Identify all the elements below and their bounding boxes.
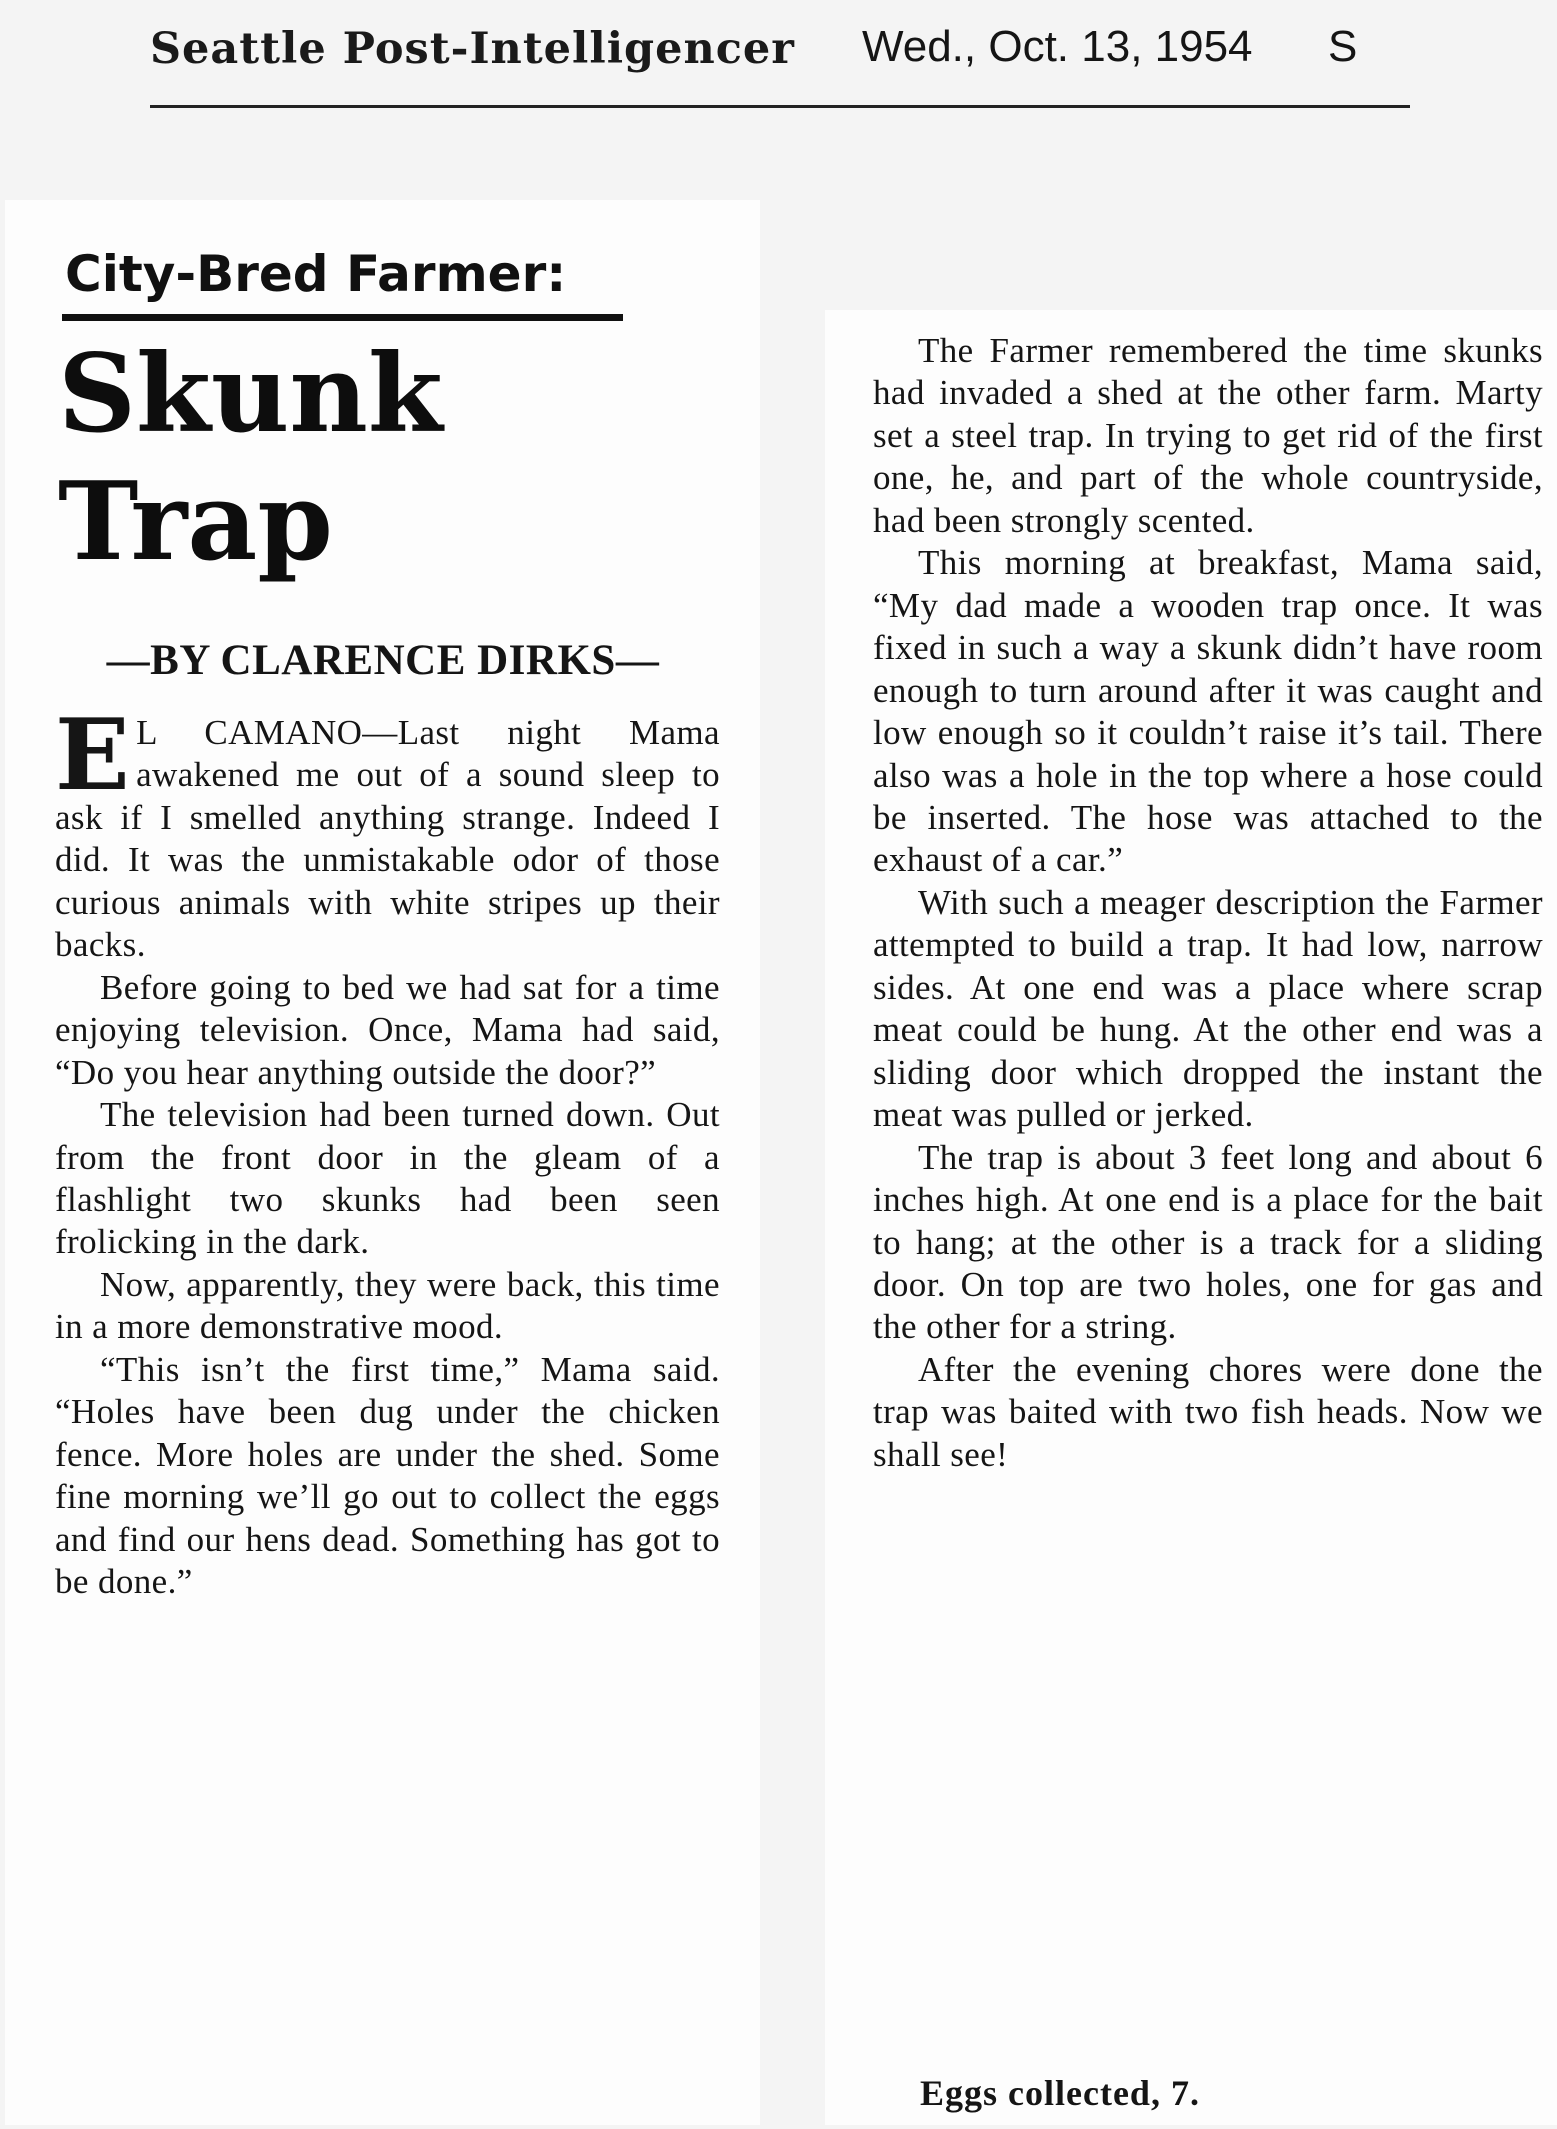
drop-cap: E [55, 698, 131, 813]
paragraph: “This isn’t the first time,” Mama said. “Holes have been dug under the chicken fence. More holes are under the shed. Some fine morning we’ll go out to collect the eggs and find our hens dead. Something has got to be done.” [55, 1349, 720, 1602]
paragraph: This morning at breakfast, Mama said, “My dad made a wooden trap once. It was fixed in such a way a skunk didn’t have room enough to turn around after it was caught and low enough so it couldn’t raise it’s tail. There also was a hole in the top where a hose could be inserted. The hose was attached to the exhaust of a car.” [873, 543, 1543, 880]
headline-line-2: Trap [58, 459, 333, 585]
paragraph: Now, apparently, they were back, this time in a more demonstrative mood. [55, 1264, 720, 1347]
headline-line-1: Skunk [58, 331, 443, 457]
headline [58, 330, 618, 586]
article-body-right [873, 330, 1543, 1476]
publication-date: Wed., Oct. 13, 1954 [862, 22, 1253, 71]
kicker-underline [62, 314, 623, 321]
paragraph: With such a meager description the Farmer attempted to build a trap. It had low, narrow sides. At one end was a place where scrap meat could be hung. At the other end was a sliding door which dropped the instant the meat was pulled or jerked. [873, 882, 1543, 1135]
article-body-left [55, 698, 720, 1604]
paragraph-text: L CAMANO—Last night Mama awakened me out of a sound sleep to ask if I smelled anything strange. Indeed I did. It was the unmistakable odor of those curious animals with white stripes up their backs. [55, 713, 720, 965]
edition-mark: S [1328, 22, 1358, 71]
column-kicker: City-Bred Farmer: [65, 245, 567, 303]
paragraph: The television had been turned down. Out from the front door in the gleam of a flashlight two skunks had been seen frolicking in the dark. [55, 1095, 720, 1262]
masthead [150, 20, 1410, 108]
eggs-collected-note: Eggs collected, 7. [920, 2073, 1200, 2113]
paragraph: After the evening chores were done the trap was baited with two fish heads. Now we shall see! [873, 1349, 1543, 1474]
paragraph [55, 698, 720, 967]
byline: —BY CLARENCE DIRKS— [106, 637, 660, 684]
paragraph: The trap is about 3 feet long and about 6 inches high. At one end is a place for the bait to hang; at the other is a track for a sliding door. On top are two holes, one for gas and the other for a string. [873, 1137, 1543, 1347]
paragraph: The Farmer remembered the time skunks had invaded a shed at the other farm. Marty set a steel trap. In trying to get rid of the first one, he, and part of the whole countryside, had been strongly scented. [873, 331, 1543, 540]
newspaper-name: Seattle Post-Intelligencer [150, 24, 795, 74]
paragraph: Before going to bed we had sat for a time enjoying television. Once, Mama had said, “Do you hear anything outside the door?” [55, 967, 720, 1092]
